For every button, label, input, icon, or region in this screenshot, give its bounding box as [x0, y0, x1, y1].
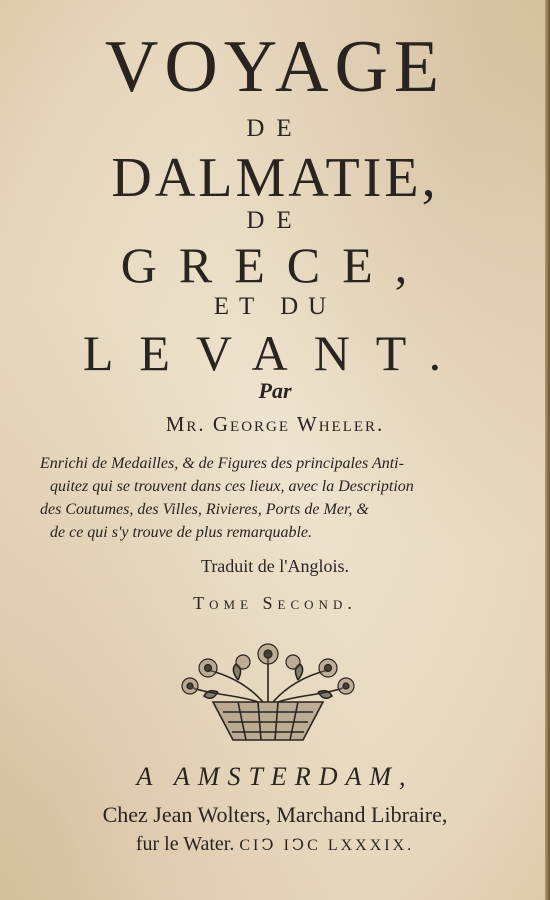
- flower-basket-icon: [168, 640, 368, 750]
- title-dalmatie: DALMATIE,: [111, 147, 439, 209]
- description-block: [40, 452, 510, 544]
- description-line: Enrichi de Medailles, & de Figures des principales Anti-: [40, 455, 404, 472]
- imprint-address-year: [0, 834, 550, 854]
- imprint-city: A AMSTERDAM,: [136, 762, 414, 791]
- title-de-1: DE: [246, 115, 304, 142]
- imprint-publisher: Chez Jean Wolters, Marchand Libraire,: [102, 802, 448, 827]
- title-de-2: DE: [246, 207, 304, 234]
- volume-label: Tome Second.: [193, 593, 357, 613]
- title-voyage: VOYAGE: [104, 26, 446, 108]
- author-name: Mr. George Wheler.: [165, 412, 385, 436]
- translation-note: Traduit de l'Anglois.: [200, 556, 350, 576]
- description-line: quitez qui se trouvent dans ces lieux, avec la Description: [50, 478, 414, 495]
- title-grece: GRECE,: [120, 237, 430, 293]
- byline-par: Par: [258, 378, 292, 403]
- description-line: de ce qui s'y trouve de plus remarquable.: [50, 524, 313, 541]
- title-levant: LEVANT.: [82, 325, 468, 381]
- description-line: des Coutumes, des Villes, Rivieres, Ports de Mer, &: [40, 501, 369, 518]
- imprint-address: fur le Water.: [135, 833, 235, 855]
- imprint-year: CIↃ IↃC LXXXIX.: [239, 837, 415, 854]
- title-et-du: ET DU: [213, 293, 337, 320]
